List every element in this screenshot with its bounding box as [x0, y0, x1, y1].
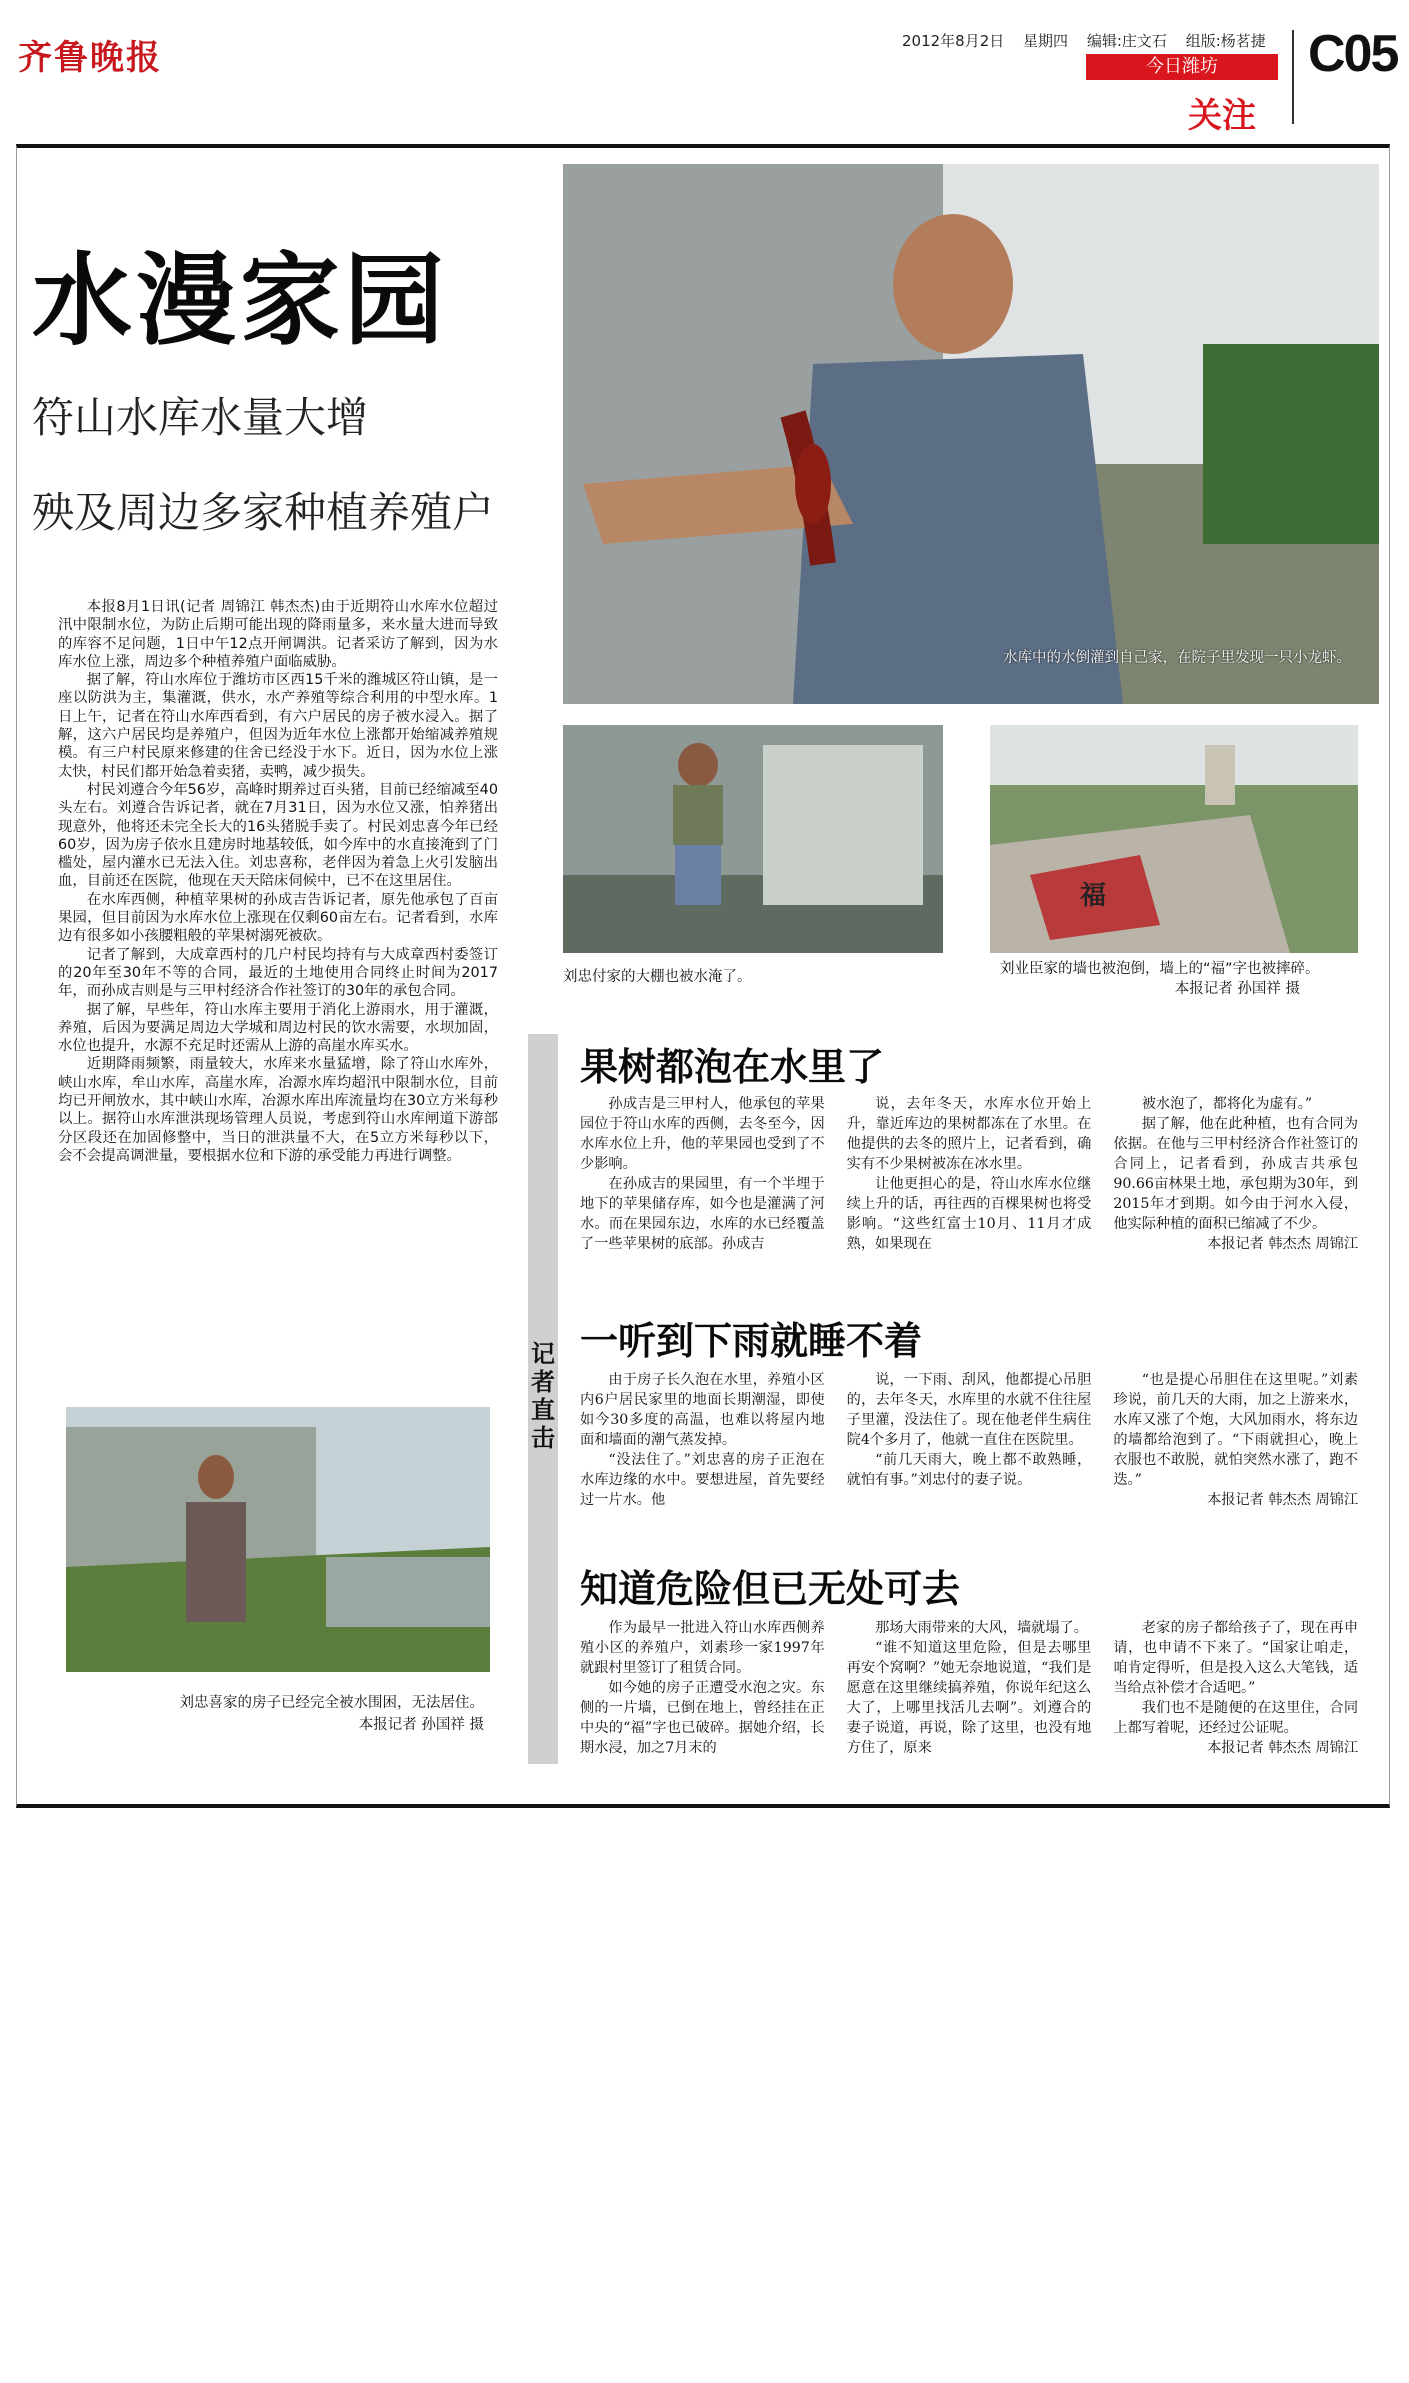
section-heading: 果树都泡在水里了 [580, 1045, 885, 1089]
section-paragraph: 在孙成吉的果园里，有一个半埋于地下的苹果储存库，如今也是灌满了河水。而在果园东边，水库的水已经覆盖了一些苹果树的底部。孙成吉 [580, 1176, 825, 1252]
section-bar: 今日潍坊 [1086, 54, 1278, 80]
flooded-house-caption: 刘忠喜家的房子已经完全被水围困，无法居住。 [179, 1695, 484, 1711]
issue-date: 2012年8月2日 [902, 32, 1005, 50]
section-paragraph: “也是提心吊胆住在这里呢。”刘素珍说，前几天的大雨，加之上游来水，水库又涨了个炮，大风加雨水，将东边的墙都给泡到了。“下雨就担心，晚上衣服也不敢脱，就怕突然水涨了，跑不迭。” [1113, 1372, 1359, 1488]
flooded-house-photo [66, 1407, 490, 1672]
section-paragraph: 据了解，他在此种植，也有合同为依据。在他与三甲村经济合作社签订的合同上，记者看到，孙成吉共承包90.66亩林果土地，承包期为30年，到2015年才到期。如今由于河水入侵，他实际种植的面积已缩减了不少。 [1113, 1116, 1359, 1232]
section-title: 关注 [1188, 96, 1256, 136]
sidebar-label: 记者直击 [531, 1340, 555, 1452]
section-paragraph: 被水泡了，都将化为虚有。” [1141, 1096, 1313, 1112]
page-number: C05 [1308, 25, 1398, 83]
section-paragraph: “没法住了。”刘忠喜的房子正泡在水库边缘的水中。要想进屋，首先要经过一片水。他 [580, 1452, 825, 1508]
section-paragraph: 由于房子长久泡在水里，养殖小区内6户居民家里的地面长期潮湿，即使如今30多度的高温，也难以将屋内地面和墙面的潮气蒸发掉。 [580, 1372, 825, 1448]
wall-photo [990, 725, 1358, 953]
section-paragraph: 我们也不是随便的在这里住，合同上都写着呢，还经过公证呢。 [1113, 1700, 1359, 1736]
section-paragraph: 那场大雨带来的大风，墙就塌了。 [875, 1620, 1088, 1636]
article-paragraph: 记者了解到，大成章西村的几户村民均持有与大成章西村委签订的20年至30年不等的合同，最近的土地使用合同终止时间为2017年，而孙成吉则是与三甲村经济合作社签订的30年的承包合同。 [58, 946, 498, 1000]
masthead-divider [1292, 30, 1294, 124]
section-body [580, 1370, 1358, 1510]
main-photo [563, 164, 1379, 704]
section-heading: 知道危险但已无处可去 [580, 1567, 961, 1611]
section-paragraph: 说，一下雨、刮风，他都提心吊胆的，去年冬天，水库里的水就不住往屋子里灌，没法住了。现在他老伴生病住院4个多月了，他就一直住在医院里。 [846, 1372, 1092, 1448]
section-paragraph: 说，去年冬天，水库水位开始上升，靠近库边的果树都冻在了水里。在他提供的去冬的照片上，记者看到，确实有不少果树被冻在冰水里。 [846, 1096, 1092, 1172]
article-paragraph: 本报8月1日讯(记者 周锦江 韩杰杰)由于近期符山水库水位超过汛中限制水位，为防止后期可能出现的降雨量多，来水量大进而导致的库容不足问题，1日中午12点开闸调洪。记者采访了解到，因为水库水位上涨，周边多个种植养殖户面临威胁。 [58, 599, 498, 670]
section-paragraph: 如今她的房子正遭受水泡之灾。东侧的一片墙，已倒在地上，曾经挂在正中央的“福”字也已破碎。据她介绍，长期水浸，加之7月末的 [580, 1680, 825, 1756]
article-paragraph: 据了解，符山水库位于潍坊市区西15千米的潍城区符山镇，是一座以防洪为主，集灌溉，供水，水产养殖等综合利用的中型水库。1日上午，记者在符山水库西看到，有六户居民的房子被水浸入。据了解，这六户居民均是养殖户，但因为近年水位上涨都开始缩减养殖规模。有三户村民原来修建的住舍已经没于水下。近日，因为水位上涨太快，村民们都开始急着卖猪，卖鸭，减少损失。 [58, 672, 498, 780]
editor-credit: 编辑:庄文石 [1086, 32, 1167, 50]
layout-credit: 组版:杨茗捷 [1185, 32, 1266, 50]
section-paragraph: 让他更担心的是，符山水库水位继续上升的话，再往西的百棵果树也将受影响。“这些红富士10月、11月才成熟，如果现在 [846, 1176, 1092, 1252]
subheadline-1: 符山水库水量大增 [32, 393, 369, 442]
section-byline: 本报记者 韩杰杰 周锦江 [1207, 1236, 1359, 1252]
fu-character: 福 [1080, 881, 1107, 911]
section-paragraph: 老家的房子都给孩子了，现在再申请，也申请不下来了。“国家让咱走，咱肯定得听，但是投入这么大笔钱，适当给点补偿才合适吧。” [1113, 1620, 1359, 1696]
article-paragraph: 村民刘遵合今年56岁，高峰时期养过百头猪，目前已经缩减至40头左右。刘遵合告诉记者，就在7月31日，因为水位又涨，怕养猪出现意外，他将还未完全长大的16头猪脱手卖了。村民刘忠喜今年已经60岁，因为房子依水且建房时地基较低，如今库中的水直接淹到了门槛处，屋内灌水已无法入住。刘忠喜称，老伴因为着急上火引发脑出血，目前还在医院，他现在天天陪床伺候中，已不在这里居住。 [58, 781, 498, 890]
section-paragraph: 孙成吉是三甲村人，他承包的苹果园位于符山水库的西侧，去冬至今，因水库水位上升，他的苹果园也受到了不少影响。 [580, 1096, 825, 1172]
section-paragraph: “前几天雨大，晚上都不敢熟睡，就怕有事。”刘忠付的妻子说。 [846, 1452, 1092, 1488]
section-byline: 本报记者 韩杰杰 周锦江 [1207, 1740, 1359, 1756]
section-byline: 本报记者 韩杰杰 周锦江 [1207, 1492, 1359, 1508]
section-paragraph: “谁不知道这里危险，但是去哪里再安个窝啊？”她无奈地说道，“我们是愿意在这里继续搞养殖，你说年纪这么大了，上哪里找活儿去啊”。刘遵合的妻子说道，再说，除了这里，也没有地方住了，原来 [846, 1640, 1092, 1756]
section-body [580, 1618, 1358, 1758]
article-paragraph: 近期降雨频繁，雨量较大，水库来水量猛增，除了符山水库外，峡山水库，牟山水库，高崖水库，冶源水库均超汛中限制水位，目前均已开闸放水，其中峡山水库，冶源水库出库流量均在30立方米每秒以上。据符山水库泄洪现场管理人员说，考虑到符山水库闸道下游部分区段还在加固修整中，当日的泄洪量不大，在5立方米每秒以下，会不会提高调泄量，要根据水位和下游的承受能力再进行调整。 [58, 1056, 498, 1164]
wall-photo-credit: 本报记者 孙国祥 摄 [1174, 981, 1300, 997]
subheadline-2: 殃及周边多家种植养殖户 [32, 488, 495, 537]
article-body [58, 598, 498, 1165]
wall-caption: 刘业臣家的墙也被泡倒，墙上的“福”字也被摔碎。 [1000, 961, 1320, 977]
greenhouse-caption: 刘忠付家的大棚也被水淹了。 [563, 969, 752, 985]
section-body [580, 1094, 1358, 1254]
flooded-house-credit: 本报记者 孙国祥 摄 [358, 1717, 484, 1733]
greenhouse-photo [563, 725, 943, 953]
section-heading: 一听到下雨就睡不着 [580, 1319, 923, 1363]
issue-weekday: 星期四 [1023, 32, 1069, 50]
main-photo-caption: 水库中的水倒灌到自己家，在院子里发现一只小龙虾。 [1003, 650, 1351, 666]
article-paragraph: 据了解，早些年，符山水库主要用于消化上游雨水，用于灌溉，养殖，后因为要满足周边大学城和周边村民的饮水需要，水坝加固，水位也提升，水源不充足时还需从上游的高崖水库买水。 [58, 1001, 498, 1055]
section-paragraph: 作为最早一批进入符山水库西侧养殖小区的养殖户，刘素珍一家1997年就跟村里签订了租赁合同。 [580, 1620, 825, 1676]
article-paragraph: 在水库西侧，种植苹果树的孙成吉告诉记者，原先他承包了百亩果园，但目前因为水库水位上涨现在仅剩60亩左右。记者看到，水库边有很多如小孩腰粗般的苹果树溺死被砍。 [58, 891, 498, 945]
dateline [902, 30, 1280, 51]
newspaper-logo: 齐鲁晚报 [18, 38, 162, 78]
headline: 水漫家园 [32, 242, 448, 359]
